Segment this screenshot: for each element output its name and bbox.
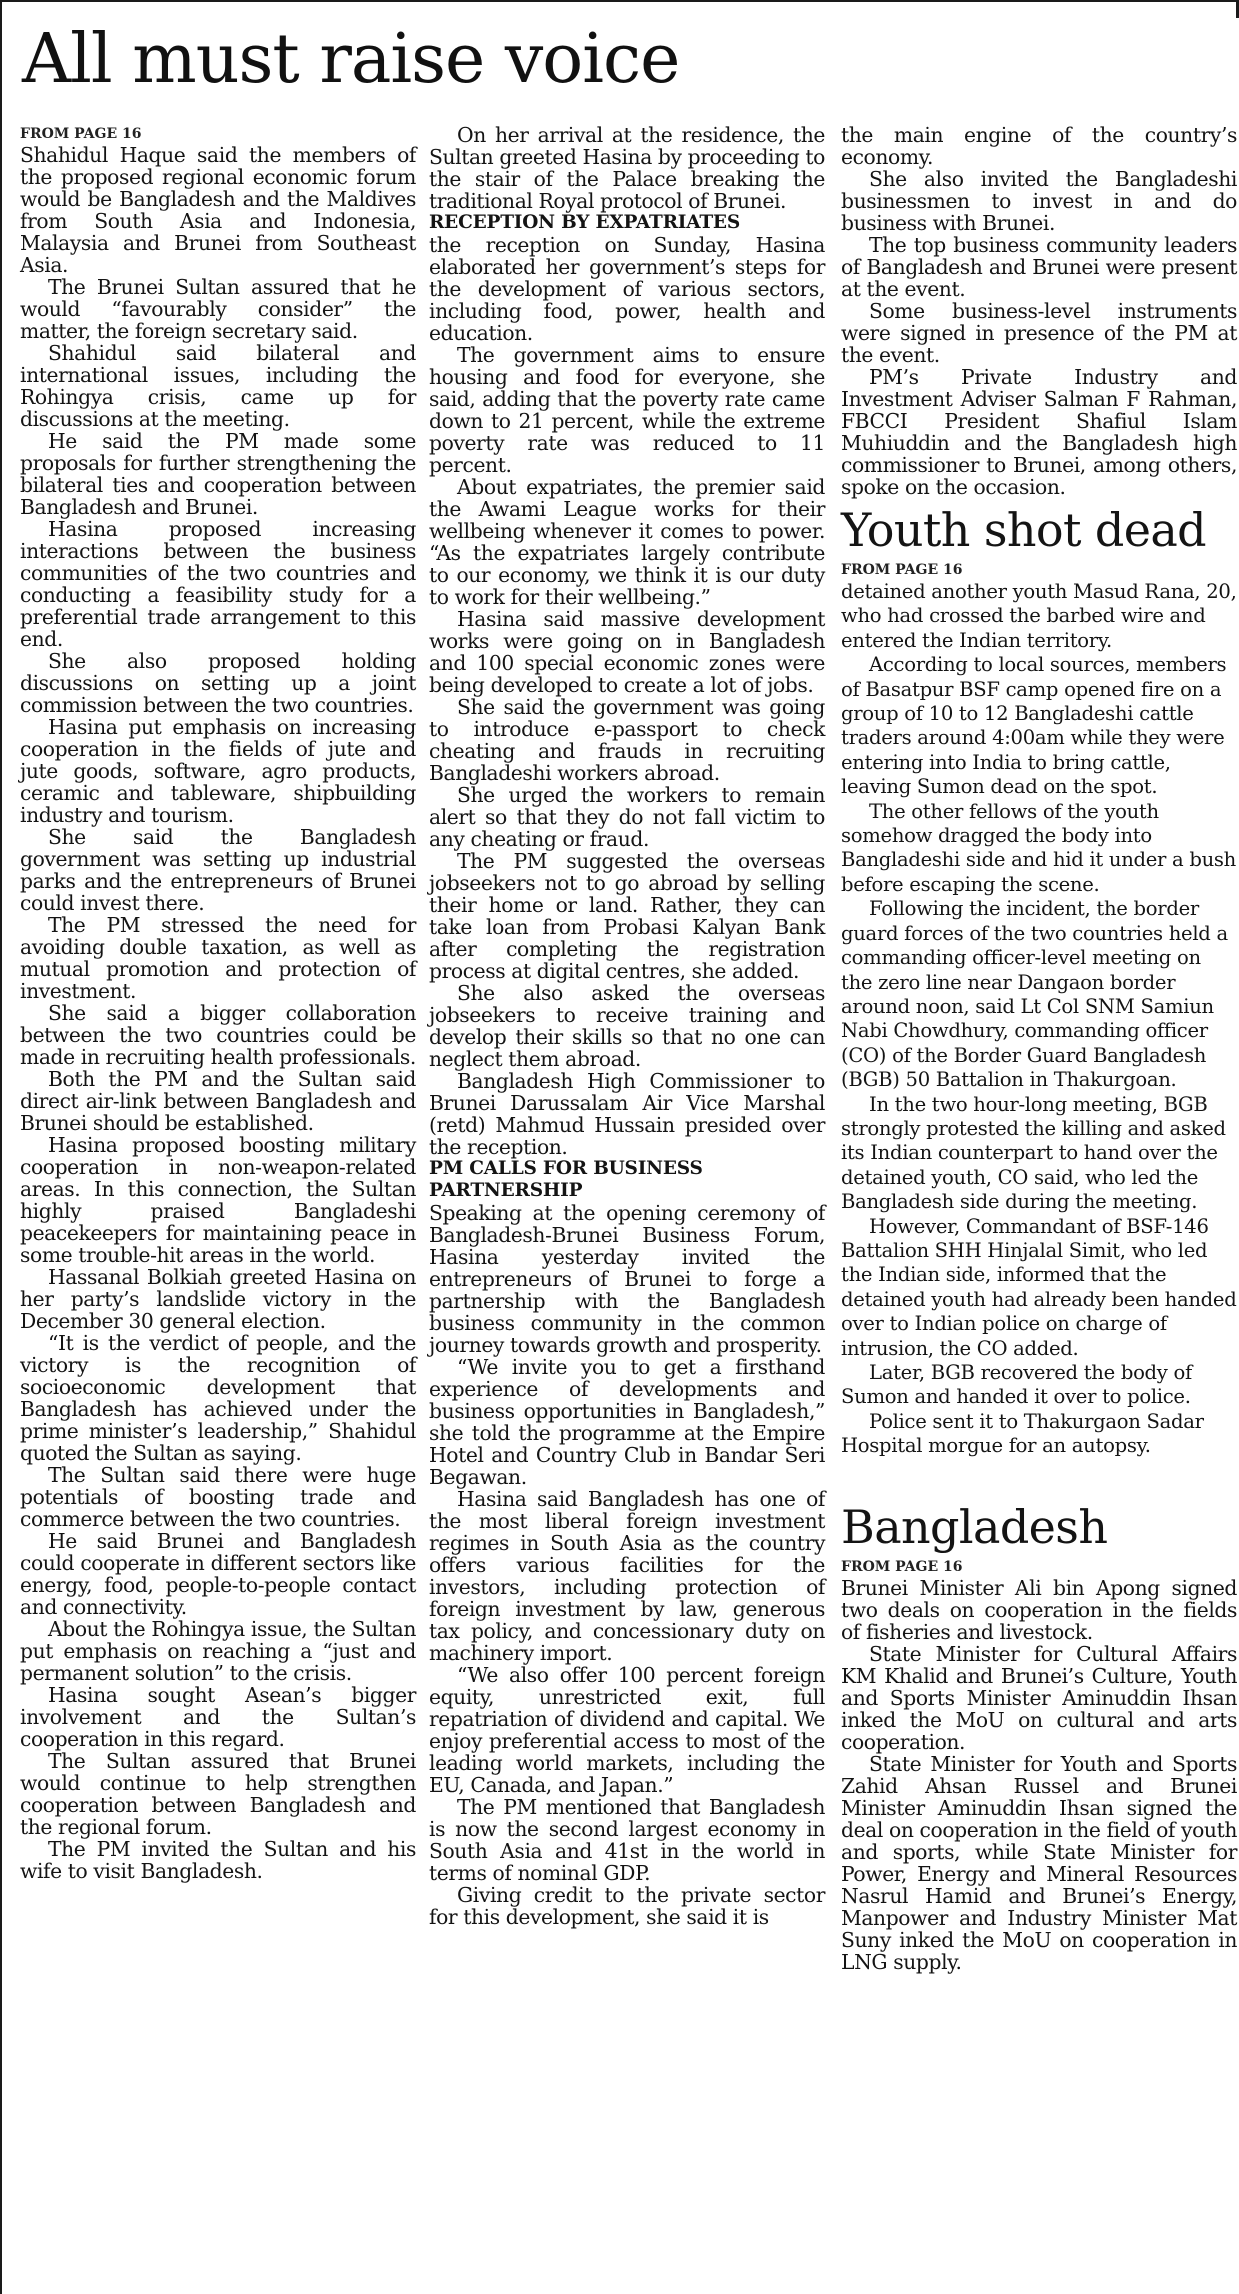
paragraph: “It is the verdict of people, and the victory is the recognition of socioeconomic development that Bangladesh has achieved under the prime minister’s leadership,” Shahidul quoted the Sultan as saying. (20, 1331, 416, 1465)
paragraph: Shahidul Haque said the members of the proposed regional economic forum would be Bangladesh and the Maldives from South Asia and Indonesia, Malaysia and Brunei from Southeast Asia. (20, 143, 416, 277)
paragraph: According to local sources, members of Basatpur BSF camp opened fire on a group of 10 to 12 Bangladeshi cattle traders around 4:00am while they were entering into India to bring cattle, leaving Sumon dead on the spot. (841, 653, 1227, 799)
paragraph: He said Brunei and Bangladesh could cooperate in different sectors like energy, food, people-to-people contact and connectivity. (20, 1529, 416, 1619)
paragraph: State Minister for Youth and Sports Zahid Ahsan Russel and Brunei Minister Aminuddin Ihsan signed the deal on cooperation in the field of youth and sports, while State Minister for Power, Energy and Mineral Resources Nasrul Hamid and Brunei’s Energy, Manpower and Industry Minister Mat Suny inked the MoU on cooperation in LNG supply. (841, 1751, 1237, 1974)
paragraph: The government aims to ensure housing and food for everyone, she said, adding that the poverty rate came down to 21 percent, while the extreme poverty rate was reduced to 11 percent. (429, 343, 825, 477)
paragraph: Hasina said Bangladesh has one of the most liberal foreign investment regimes in South Asia as the country offers various facilities for the investors, including protection of foreign investment by law, generous tax policy, and concessionary duty on machinery import. (429, 1487, 825, 1665)
youth-story-headline: Youth shot dead (841, 503, 1206, 557)
column-1 (20, 124, 416, 1882)
page-headline: All must raise voice (22, 20, 680, 99)
paragraph: She said the Bangladesh government was setting up industrial parks and the entrepreneurs of Brunei could invest there. (20, 825, 416, 915)
paragraph: Following the incident, the border guard forces of the two countries held a commanding officer-level meeting on the zero line near Dangaon border around noon, said Lt Col SNM Samiun Nabi Chowdhury, commanding officer (CO) of the Border Guard Bangladesh (BGB) 50 Battalion in Thakurgoan. (841, 897, 1228, 1092)
paragraph: Police sent it to Thakurgaon Sadar Hospital morgue for an autopsy. (841, 1409, 1204, 1458)
paragraph: However, Commandant of BSF-146 Battalion SHH Hinjalal Simit, who led the Indian side, informed that the detained youth had already been handed over to Indian police on charge of intrusion, the CO added. (841, 1214, 1237, 1360)
youth-story (841, 560, 1237, 1459)
paragraph: State Minister for Cultural Affairs KM Khalid and Brunei’s Culture, Youth and Sports Minister Aminuddin Ihsan inked the MoU on cultural and arts cooperation. (841, 1641, 1237, 1754)
column-3 (841, 124, 1237, 1973)
paragraph: In the two hour-long meeting, BGB strongly protested the killing and asked its Indian counterpart to hand over the detained youth, CO said, who led the Bangladesh side during the meeting. (841, 1092, 1226, 1214)
paragraph: She said a bigger collaboration between the two countries could be made in recruiting health professionals. (20, 1001, 416, 1069)
paragraph: Hasina proposed increasing interactions between the business communities of the two countries and conducting a feasibility study for a preferential trade arrangement to this end. (20, 517, 416, 651)
paragraph: The Brunei Sultan assured that he would “favourably consider” the matter, the foreign secretary said. (20, 275, 416, 343)
paragraph: She urged the workers to remain alert so that they do not fall victim to any cheating or fraud. (429, 783, 825, 851)
paragraph: The top business community leaders of Bangladesh and Brunei were present at the event. (841, 233, 1237, 301)
paragraph: PM’s Private Industry and Investment Adviser Salman F Rahman, FBCCI President Shafiul Islam Muhiuddin and the Bangladesh high commissioner to Brunei, among others, spoke on the occasion. (841, 365, 1237, 499)
paragraph: The PM mentioned that Bangladesh is now the second largest economy in South Asia and 41st in the world in terms of nominal GDP. (429, 1795, 825, 1885)
paragraph: “We also offer 100 percent foreign equity, unrestricted exit, full repatriation of dividend and capital. We enjoy preferential access to most of the leading world markets, including the EU, Canada, and Japan.” (429, 1663, 825, 1797)
paragraph: She also proposed holding discussions on setting up a joint commission between the two countries. (20, 649, 416, 717)
paragraph: He said the PM made some proposals for further strengthening the bilateral ties and cooperation between Bangladesh and Brunei. (20, 429, 416, 519)
subhead-business-partnership: PM CALLS FOR BUSINESS PARTNERSHIP (429, 1158, 703, 1201)
paragraph: Speaking at the opening ceremony of Bangladesh-Brunei Business Forum, Hasina yesterday invited the entrepreneurs of Brunei to forge a partnership with the Bangladesh business community in the common journey towards growth and prosperity. (429, 1201, 825, 1357)
paragraph: Giving credit to the private sector for this development, she said it is (429, 1883, 825, 1929)
paragraph: Hasina said massive development works were going on in Bangladesh and 100 special economic zones were being developed to create a lot of jobs. (429, 607, 825, 697)
paragraph: Later, BGB recovered the body of Sumon and handed it over to police. (841, 1361, 1192, 1409)
paragraph: Some business-level instruments were signed in presence of the PM at the event. (841, 299, 1237, 367)
paragraph: On her arrival at the residence, the Sultan greeted Hasina by proceeding to the stair of the Palace breaking the traditional Royal protocol of Brunei. (429, 123, 825, 213)
page-border-left (0, 0, 2, 2294)
paragraph: Shahidul said bilateral and international issues, including the Rohingya crisis, came up for discussions at the meeting. (20, 341, 416, 431)
paragraph: The other fellows of the youth somehow dragged the body into Bangladeshi side and hid it under a bush before escaping the scene. (841, 799, 1237, 896)
paragraph: About expatriates, the premier said the Awami League works for their wellbeing whenever it comes to power. “As the expatriates largely contribute to our economy, we think it is our duty to work for their wellbeing.” (429, 475, 825, 609)
paragraph: She also asked the overseas jobseekers to receive training and develop their skills so that no one can neglect them abroad. (429, 981, 825, 1071)
paragraph: The PM stressed the need for avoiding double taxation, as well as mutual promotion and protection of investment. (20, 913, 416, 1003)
paragraph: The Sultan assured that Brunei would continue to help strengthen cooperation between Bangladesh and the regional forum. (20, 1749, 416, 1839)
paragraph: Hassanal Bolkiah greeted Hasina on her party’s landslide victory in the December 30 general election. (20, 1265, 416, 1333)
paragraph: About the Rohingya issue, the Sultan put emphasis on reaching a “just and permanent solution” to the crisis. (20, 1617, 416, 1685)
bangladesh-story-headline: Bangladesh (841, 1499, 1108, 1554)
paragraph: the reception on Sunday, Hasina elaborated her government’s steps for the development of various sectors, including food, power, health and education. (429, 233, 825, 345)
paragraph: The Sultan said there were huge potentials of boosting trade and commerce between the two countries. (20, 1463, 416, 1531)
kicker-youth: FROM PAGE 16 (841, 562, 963, 578)
paragraph: She said the government was going to introduce e-passport to check cheating and frauds in recruiting Bangladeshi workers abroad. (429, 695, 825, 785)
kicker-bangladesh: FROM PAGE 16 (841, 1558, 963, 1575)
paragraph: “We invite you to get a firsthand experience of developments and business opportunities in Bangladesh,” she told the programme at the Empire Hotel and Country Club in Bandar Seri Begawan. (429, 1355, 825, 1489)
paragraph: detained another youth Masud Rana, 20, who had crossed the barbed wire and entered the Indian territory. (841, 580, 1237, 652)
paragraph: Hasina proposed boosting military cooperation in non-weapon-related areas. In this connection, the Sultan highly praised Bangladeshi peacekeepers for maintaining peace in some trouble-hit areas in the world. (20, 1133, 416, 1267)
paragraph: Bangladesh High Commissioner to Brunei Darussalam Air Vice Marshal (retd) Mahmud Hussain presided over the reception. (429, 1069, 825, 1159)
column-2 (429, 124, 825, 1928)
paragraph: The PM suggested the overseas jobseekers not to go abroad by selling their home or land. Rather, they can take loan from Probasi Kalyan Bank after completing the registration process at digital centres, she added. (429, 849, 825, 983)
spacer (841, 1459, 1237, 1495)
paragraph: She also invited the Bangladeshi businessmen to invest in and do business with Brunei. (841, 167, 1237, 235)
page-border-top (0, 0, 1239, 2)
subhead-reception: RECEPTION BY EXPATRIATES (429, 212, 740, 233)
kicker-main: FROM PAGE 16 (20, 126, 142, 142)
paragraph: The PM invited the Sultan and his wife to visit Bangladesh. (20, 1837, 416, 1883)
paragraph: Brunei Minister Ali bin Apong signed two deals on cooperation in the fields of fisheries and livestock. (841, 1575, 1237, 1644)
paragraph: Hasina sought Asean’s bigger involvement and the Sultan’s cooperation in this regard. (20, 1683, 416, 1751)
paragraph: the main engine of the country’s economy. (841, 123, 1237, 169)
paragraph: Hasina put emphasis on increasing cooperation in the fields of jute and jute goods, software, agro products, ceramic and tableware, shipbuilding industry and tourism. (20, 715, 416, 827)
paragraph: Both the PM and the Sultan said direct air-link between Bangladesh and Brunei should be established. (20, 1067, 416, 1135)
